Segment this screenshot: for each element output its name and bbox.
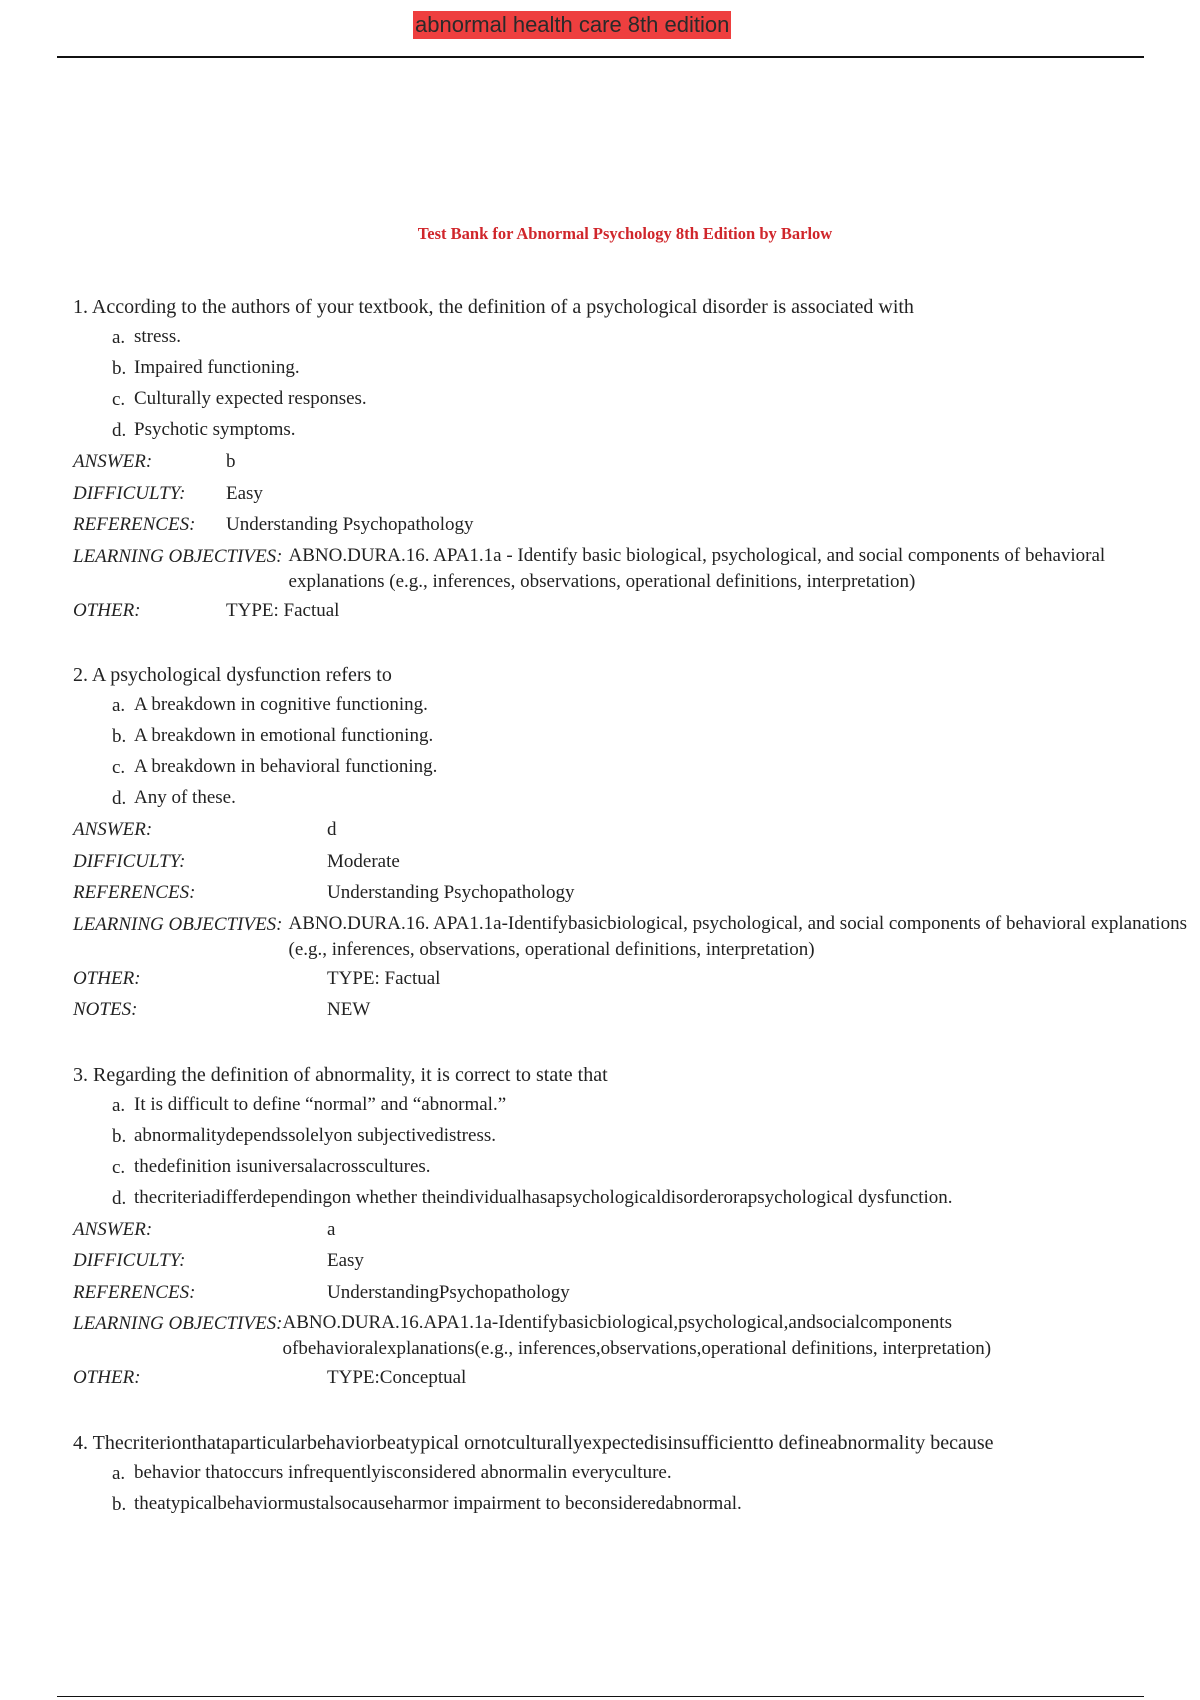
answer-row — [73, 814, 1173, 846]
references-label: REFERENCES: — [73, 882, 196, 903]
option-letter: a. — [112, 1094, 126, 1116]
option-b — [112, 1489, 1173, 1520]
question-2 — [73, 660, 1187, 1026]
option-text: thedefinition isuniversalacrosscultures. — [134, 1155, 431, 1177]
other-value: TYPE: Factual — [226, 599, 340, 621]
option-letter: b. — [112, 1493, 127, 1515]
option-text: behavior thatoccurs infrequentlyisconsidered abnormalin everyculture. — [134, 1461, 672, 1483]
references-label: REFERENCES: — [73, 1281, 196, 1303]
answer-value: d — [327, 819, 337, 840]
option-a — [112, 1090, 1173, 1121]
references-value: Understanding Psychopathology — [327, 882, 575, 903]
other-label: OTHER: — [73, 1367, 141, 1388]
difficulty-label: DIFFICULTY: — [73, 1250, 186, 1271]
answer-label: ANSWER: — [73, 451, 153, 472]
question-3 — [73, 1060, 1173, 1394]
option-list — [112, 1090, 1173, 1214]
option-text: Impaired functioning. — [134, 357, 300, 378]
option-a — [112, 690, 1173, 721]
option-c — [112, 1152, 1173, 1183]
option-a — [112, 1458, 1173, 1489]
option-letter: a. — [112, 695, 126, 716]
learning-objectives-label: LEARNING OBJECTIVES: — [73, 545, 283, 567]
option-b — [112, 353, 1173, 384]
references-row — [73, 1277, 1173, 1309]
option-list — [112, 322, 1173, 446]
answer-row — [73, 1214, 1173, 1246]
option-b — [112, 1121, 1173, 1152]
option-letter: b. — [112, 358, 127, 379]
answer-label: ANSWER: — [73, 819, 153, 840]
learning-objectives-row — [73, 541, 1173, 595]
other-row — [73, 1362, 1173, 1394]
answer-value: b — [226, 451, 236, 472]
option-text: theatypicalbehaviormustalsocauseharmor impairment to beconsideredabnormal. — [134, 1492, 742, 1514]
header-tag: abnormal health care 8th edition — [415, 12, 730, 37]
learning-objectives-value: ABNO.DURA.16. APA1.1a - Identify basic biological, psychological, and social components of behavioral explanations (e.g., inferences, observations, operational definitions, interpretation) — [288, 544, 1106, 592]
option-text: It is difficult to define “normal” and “abnormal.” — [134, 1093, 507, 1115]
option-letter: b. — [112, 726, 127, 747]
option-text: stress. — [134, 326, 181, 347]
option-text: Any of these. — [134, 787, 236, 808]
references-value: Understanding Psychopathology — [226, 514, 474, 535]
option-text: Culturally expected responses. — [134, 388, 367, 409]
option-d — [112, 783, 1173, 814]
question-list — [73, 292, 1187, 1554]
option-letter: d. — [112, 788, 127, 809]
question-stem: 3. Regarding the definition of abnormality, it is correct to state that — [73, 1063, 608, 1086]
other-label: OTHER: — [73, 967, 141, 989]
question-stem: 4. Thecriterionthataparticularbehaviorbeatypical ornotculturallyexpectedisinsufficientto defineabnormality because — [73, 1431, 994, 1454]
notes-value: NEW — [327, 999, 371, 1020]
top-rule — [57, 56, 1144, 58]
option-text: Psychotic symptoms. — [134, 419, 296, 440]
option-text: A breakdown in behavioral functioning. — [134, 756, 438, 777]
learning-objectives-value: ABNO.DURA.16. APA1.1a-Identifybasicbiological, psychological, and social components of behavioral explanations (e.g., inferences, observations, operational definitions, interpretation) — [288, 912, 1187, 960]
option-list — [112, 1458, 1173, 1520]
notes-row — [73, 994, 1173, 1026]
option-text: A breakdown in emotional functioning. — [134, 725, 434, 746]
option-text: abnormalitydependssolelyon subjectivedistress. — [134, 1124, 496, 1146]
difficulty-value: Easy — [226, 482, 263, 504]
option-a — [112, 322, 1173, 353]
learning-objectives-value: ABNO.DURA.16.APA1.1a-Identifybasicbiological,psychological,andsocialcomponents ofbehavioralexplanations(e.g., inferences,observations,operational definitions, interpretation) — [282, 1312, 992, 1359]
answer-row — [73, 446, 1173, 478]
option-letter: c. — [112, 1156, 126, 1178]
option-d — [112, 1183, 1173, 1214]
option-letter: b. — [112, 1125, 127, 1147]
question-1 — [73, 292, 1173, 626]
option-c — [112, 752, 1173, 783]
other-value: TYPE:Conceptual — [327, 1367, 467, 1388]
references-row — [73, 877, 1173, 909]
option-letter: c. — [112, 389, 126, 410]
difficulty-row — [73, 478, 1173, 510]
question-stem: 2. A psychological dysfunction refers to — [73, 664, 392, 686]
other-row — [73, 963, 1173, 995]
question-4 — [73, 1428, 1173, 1520]
other-value: TYPE: Factual — [327, 967, 441, 989]
difficulty-row — [73, 1245, 1173, 1277]
learning-objectives-row — [73, 1308, 1173, 1362]
learning-objectives-label: LEARNING OBJECTIVES: — [73, 913, 283, 935]
difficulty-row — [73, 846, 1173, 878]
other-row — [73, 595, 1173, 627]
learning-objectives-label: LEARNING OBJECTIVES: — [73, 1313, 283, 1334]
references-label: REFERENCES: — [73, 514, 196, 535]
option-text: thecriteriadifferdependingon whether theindividualhasapsychologicaldisorderorapsychological dysfunction. — [134, 1186, 953, 1208]
document-title: Test Bank for Abnormal Psychology 8th Edition by Barlow — [417, 224, 833, 243]
notes-label: NOTES: — [73, 999, 138, 1020]
option-letter: d. — [112, 1187, 127, 1209]
learning-objectives-row — [73, 909, 1187, 963]
answer-label: ANSWER: — [73, 1218, 153, 1240]
option-text: A breakdown in cognitive functioning. — [134, 694, 428, 715]
option-d — [112, 415, 1173, 446]
bottom-rule — [57, 1696, 1144, 1697]
difficulty-value: Easy — [327, 1250, 364, 1271]
references-row — [73, 509, 1173, 541]
answer-value: a — [327, 1218, 336, 1240]
difficulty-label: DIFFICULTY: — [73, 850, 186, 872]
option-b — [112, 721, 1173, 752]
option-letter: a. — [112, 327, 126, 348]
question-stem: 1. According to the authors of your textbook, the definition of a psychological disorder is associated with — [73, 296, 914, 318]
option-letter: d. — [112, 420, 127, 441]
difficulty-label: DIFFICULTY: — [73, 482, 186, 504]
option-c — [112, 384, 1173, 415]
option-letter: a. — [112, 1462, 126, 1484]
difficulty-value: Moderate — [327, 850, 400, 872]
option-list — [112, 690, 1173, 814]
other-label: OTHER: — [73, 599, 141, 621]
references-value: UnderstandingPsychopathology — [327, 1281, 570, 1303]
option-letter: c. — [112, 757, 126, 778]
